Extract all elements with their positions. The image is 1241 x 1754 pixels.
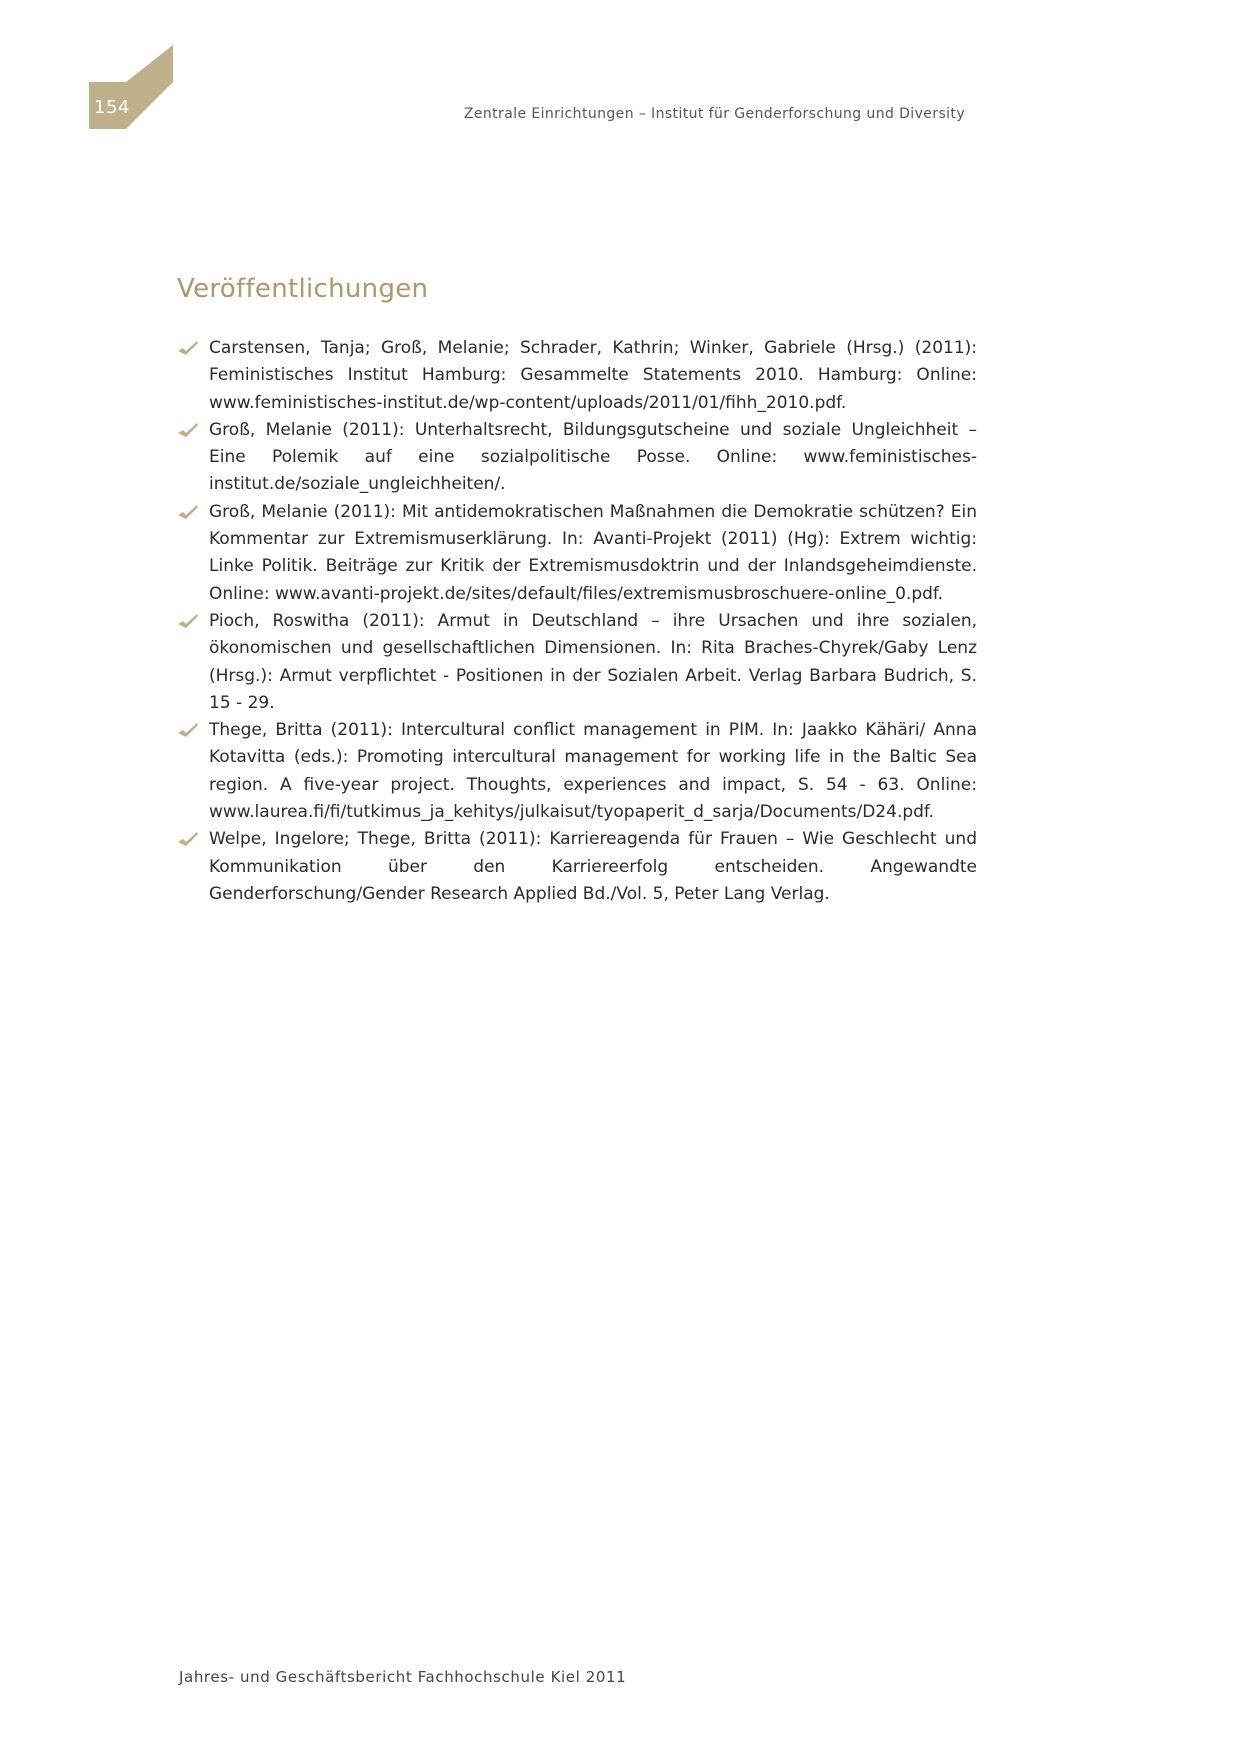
publication-item bbox=[177, 335, 977, 417]
page-number: 154 bbox=[94, 97, 130, 118]
running-header: Zentrale Einrichtungen – Institut für Genderforschung und Diversity bbox=[463, 106, 965, 122]
publication-list bbox=[177, 335, 977, 908]
section-title: Veröffentlichungen bbox=[177, 274, 429, 304]
publication-item bbox=[177, 608, 977, 717]
check-mark-icon bbox=[177, 340, 199, 356]
publication-text: Welpe, Ingelore; Thege, Britta (2011): Karriereagenda für Frauen – Wie Geschlecht und Kommunikation über den Karriereerfolg entscheiden. Angewandte Genderforschung/Gender Research Applied Bd./Vol. 5, Peter Lang Verlag. bbox=[209, 829, 977, 904]
page-footer: Jahres- und Geschäftsbericht Fachhochschule Kiel 2011 bbox=[179, 1668, 627, 1686]
publication-text: Groß, Melanie (2011): Mit antidemokratischen Maßnahmen die Demokratie schützen? Ein Kommentar zur Extremismuserklärung. In: Avanti-Projekt (2011) (Hg): Extrem wichtig: Linke Politik. Beiträge zur Kritik der Extremismusdoktrin und der Inlandsgeheimdienste. Online: www.avanti-projekt.de/sites/default/files/extremismusbroschuere-online_0.pdf. bbox=[209, 501, 977, 604]
publication-text: Carstensen, Tanja; Groß, Melanie; Schrader, Kathrin; Winker, Gabriele (Hrsg.) (2011): Feministisches Institut Hamburg: Gesammelte Statements 2010. Hamburg: Online: www.feministisches-institut.de/wp-content/uploads/2011/01/fihh_2010.pdf. bbox=[209, 338, 977, 413]
publication-text: Thege, Britta (2011): Intercultural conflict management in PIM. In: Jaakko Kähäri/ Anna Kotavitta (eds.): Promoting intercultural management for working life in the Baltic Sea region. A five-year project. Thoughts, experiences and impact, S. 54 - 63. Online: www.laurea.fi/fi/tutkimus_ja_kehitys/julkaisut/tyopaperit_d_sarja/Documents/D24.pdf. bbox=[209, 720, 977, 823]
check-mark-icon bbox=[177, 504, 199, 520]
check-mark-icon bbox=[177, 422, 199, 438]
check-mark-icon bbox=[177, 613, 199, 629]
publication-text: Groß, Melanie (2011): Unterhaltsrecht, Bildungsgutscheine und soziale Ungleichheit – Eine Polemik auf eine sozialpolitische Posse. Online: www.feministisches-institut.de/soziale_ungleichheiten/. bbox=[209, 419, 977, 495]
publication-item bbox=[177, 717, 977, 826]
publication-item bbox=[177, 499, 977, 608]
publication-item bbox=[177, 417, 977, 499]
check-mark-icon bbox=[177, 831, 199, 847]
check-mark-icon bbox=[177, 722, 199, 738]
publication-item bbox=[177, 826, 977, 908]
publication-text: Pioch, Roswitha (2011): Armut in Deutschland – ihre Ursachen und ihre sozialen, ökonomischen und gesellschaftlichen Dimensionen. In: Rita Braches-Chyrek/Gaby Lenz (Hrsg.): Armut verpflichtet - Positionen in der Sozialen Arbeit. Verlag Barbara Budrich, S. 15 - 29. bbox=[209, 610, 977, 713]
